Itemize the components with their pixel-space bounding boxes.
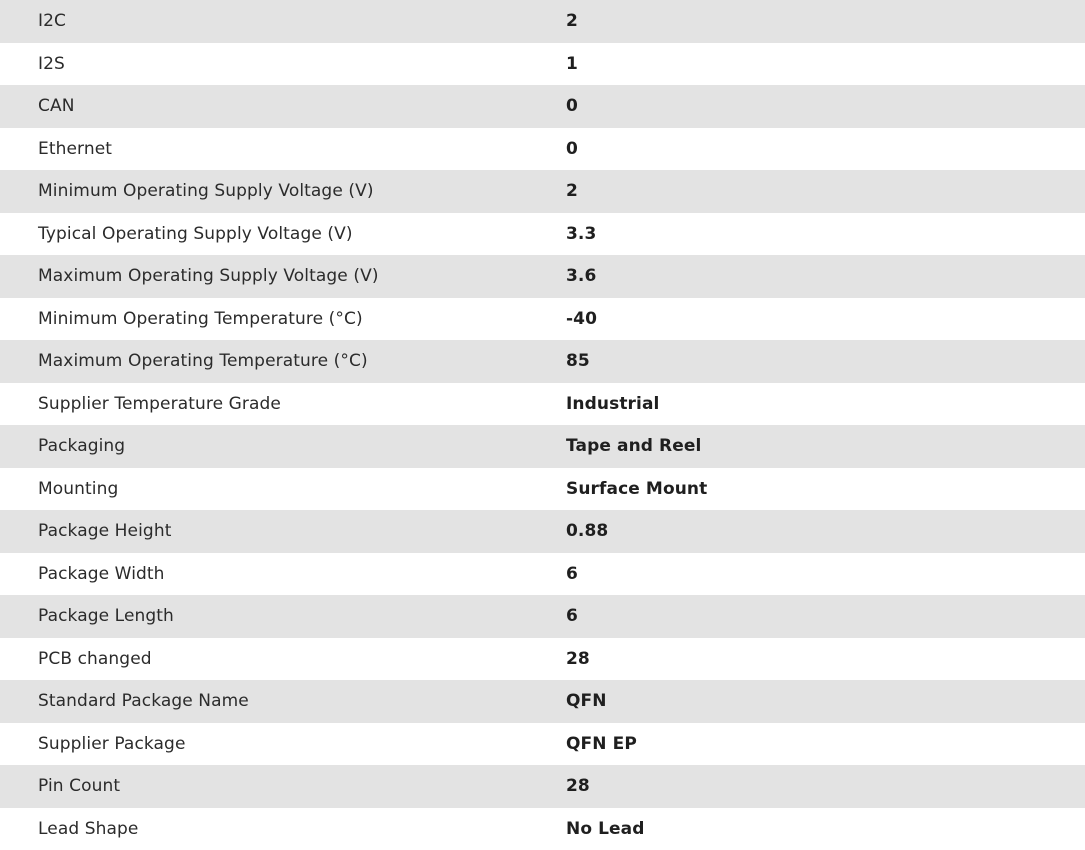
spec-value: 3.3 [566,213,1085,256]
spec-value: 3.6 [566,255,1085,298]
spec-label: Maximum Operating Temperature (°C) [0,340,566,383]
spec-row-package-length [0,595,1085,638]
spec-label: Packaging [0,425,566,468]
spec-value: QFN [566,680,1085,723]
spec-value: 0.88 [566,510,1085,553]
spec-label: I2C [0,0,566,43]
spec-label: Package Height [0,510,566,553]
spec-value: 6 [566,553,1085,596]
spec-row-pin-count [0,765,1085,808]
spec-label: Maximum Operating Supply Voltage (V) [0,255,566,298]
spec-row-temperature-grade [0,383,1085,426]
spec-label: Typical Operating Supply Voltage (V) [0,213,566,256]
spec-value: 2 [566,0,1085,43]
spec-value: Tape and Reel [566,425,1085,468]
spec-value: 0 [566,85,1085,128]
spec-row-packaging [0,425,1085,468]
spec-row-supplier-package [0,723,1085,766]
spec-row-typical-supply-voltage [0,213,1085,256]
spec-label: Lead Shape [0,808,566,850]
spec-row-max-supply-voltage [0,255,1085,298]
spec-value: 0 [566,128,1085,171]
spec-row-min-operating-temperature [0,298,1085,341]
spec-label: Ethernet [0,128,566,171]
spec-value: 1 [566,43,1085,86]
spec-label: Package Width [0,553,566,596]
spec-label: CAN [0,85,566,128]
spec-value: 2 [566,170,1085,213]
spec-label: Mounting [0,468,566,511]
spec-label: Minimum Operating Supply Voltage (V) [0,170,566,213]
spec-row-i2s [0,43,1085,86]
spec-label: Package Length [0,595,566,638]
spec-label: Minimum Operating Temperature (°C) [0,298,566,341]
spec-row-max-operating-temperature [0,340,1085,383]
spec-row-can [0,85,1085,128]
spec-row-mounting [0,468,1085,511]
spec-label: Pin Count [0,765,566,808]
spec-row-pcb-changed [0,638,1085,681]
spec-value: 28 [566,765,1085,808]
spec-row-package-height [0,510,1085,553]
spec-row-lead-shape [0,808,1085,850]
spec-label: I2S [0,43,566,86]
spec-value: Industrial [566,383,1085,426]
spec-label: PCB changed [0,638,566,681]
spec-row-standard-package-name [0,680,1085,723]
spec-value: QFN EP [566,723,1085,766]
spec-value: 6 [566,595,1085,638]
spec-value: 28 [566,638,1085,681]
spec-row-ethernet [0,128,1085,171]
spec-row-package-width [0,553,1085,596]
spec-value: 85 [566,340,1085,383]
spec-value: No Lead [566,808,1085,850]
spec-row-i2c [0,0,1085,43]
spec-label: Supplier Temperature Grade [0,383,566,426]
spec-value: Surface Mount [566,468,1085,511]
spec-row-min-supply-voltage [0,170,1085,213]
spec-value: -40 [566,298,1085,341]
spec-label: Supplier Package [0,723,566,766]
spec-label: Standard Package Name [0,680,566,723]
